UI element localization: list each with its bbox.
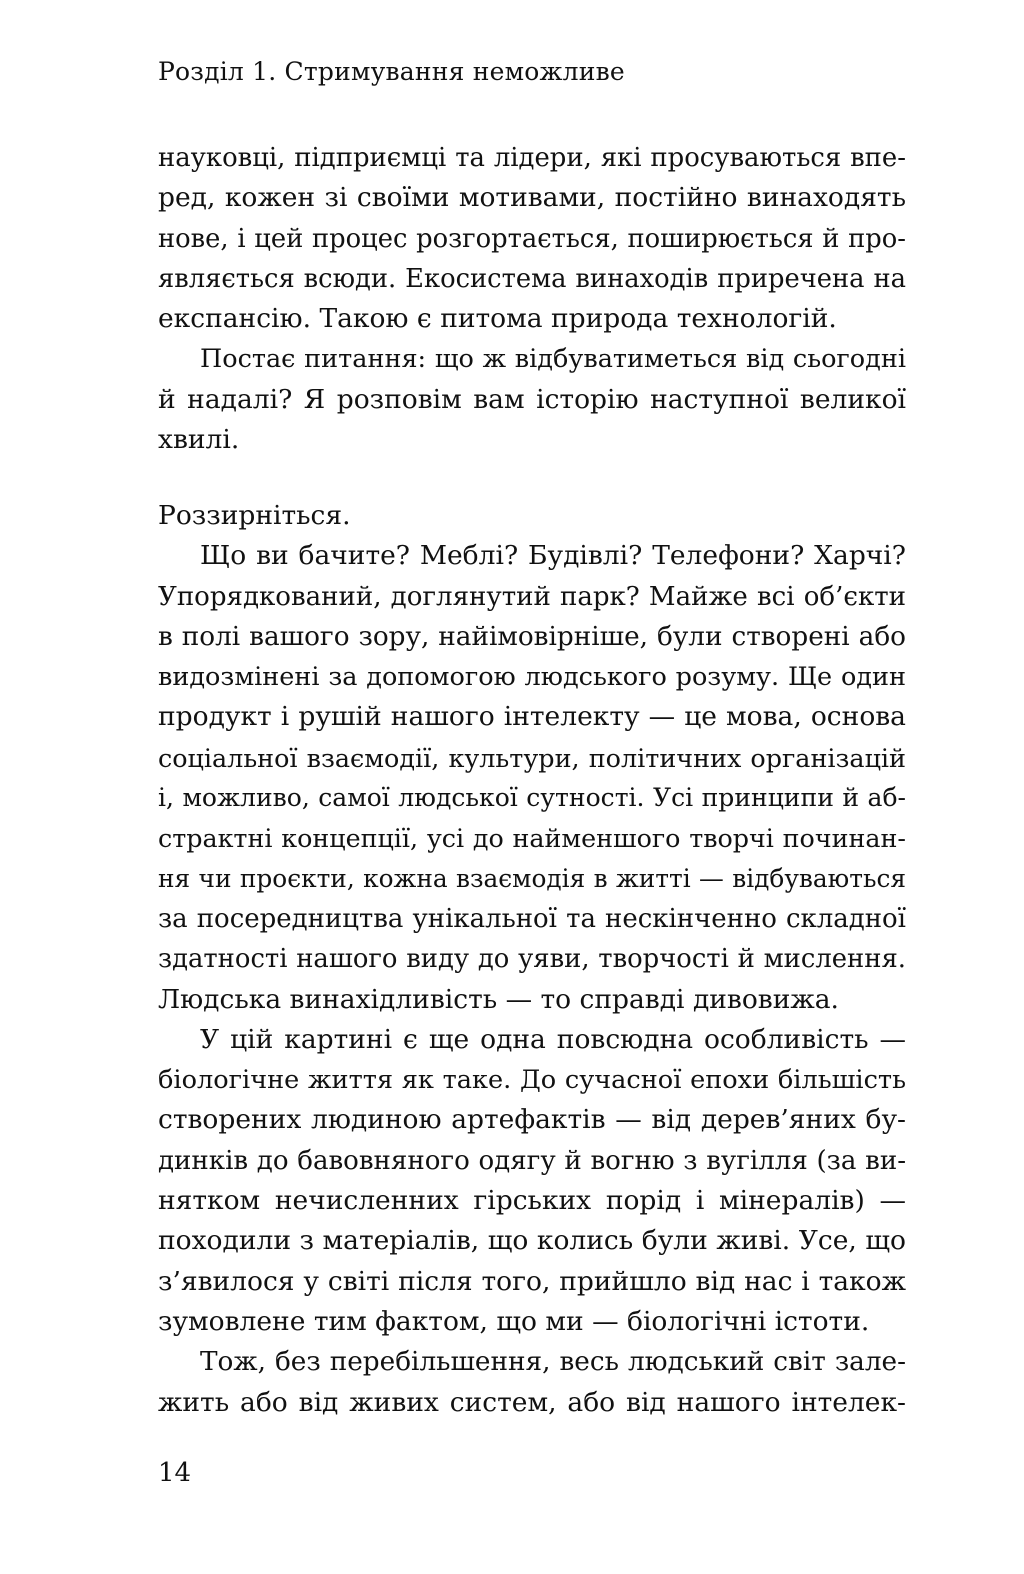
text-line: Тож, без перебільшення, весь людський світ зале- — [200, 1347, 906, 1378]
text-section-2 — [158, 496, 906, 1423]
text-line: У цій картині є ще одна повсюдна особливість — — [200, 1023, 906, 1055]
paragraph-continued — [158, 138, 906, 339]
text-line: експансію. Такою є питома природа технологій. — [158, 303, 837, 335]
text-line: Що ви бачите? Меблі? Будівлі? Телефони? Харчі? — [200, 540, 906, 572]
running-header: Розділ 1. Стримування неможливе — [158, 57, 625, 86]
text-line: являється всюди. Екосистема винаходів приречена на — [158, 263, 906, 294]
text-line: видозмінені за допомогою людського розуму. Ще один — [158, 662, 906, 693]
text-line: походили з матеріалів, що колись були живі. Усе, що — [158, 1225, 906, 1257]
page-number: 14 — [158, 1458, 192, 1488]
text-line: нове, і цей процес розгортається, поширюється й про- — [158, 223, 906, 254]
text-line: здатності нашого виду до уяви, творчості й мислення. — [158, 944, 906, 975]
text-line: соціальної взаємодії, культури, політичних організацій — [158, 742, 906, 773]
text-line: динків до бавовняного одягу й вогню з вугілля (за ви- — [158, 1145, 906, 1176]
text-section-1 — [158, 138, 906, 460]
text-line: страктні концепції, усі до найменшого творчі починан- — [158, 823, 906, 854]
text-line: з’явилося у світі після того, прийшло від нас і також — [158, 1265, 906, 1297]
paragraph — [158, 1020, 906, 1342]
text-line: продукт і рушій нашого інтелекту — це мова, основа — [158, 701, 906, 733]
text-line: і, можливо, самої людської сутності. Усі принципи й аб- — [158, 783, 906, 813]
text-line: Упорядкований, доглянутий парк? Майже всі об’єкти — [158, 581, 906, 612]
text-line: за посередництва унікальної та нескінченно складної — [158, 903, 906, 934]
paragraph — [158, 496, 906, 536]
text-line: Роззирніться. — [158, 500, 351, 531]
paragraph — [158, 1342, 906, 1423]
text-line: науковці, підприємці та лідери, які просуваються впе- — [158, 143, 906, 173]
paragraph — [158, 536, 906, 1020]
text-line: біологічне життя як таке. До сучасної епохи більшість — [158, 1065, 906, 1096]
text-line: Постає питання: що ж відбуватиметься від сьогодні — [200, 344, 906, 375]
text-line: зумовлене тим фактом, що ми — біологічні істоти. — [158, 1305, 870, 1337]
text-line: Людська винахідливість — то справді дивовижа. — [158, 983, 839, 1015]
text-line: нятком нечисленних гірських порід і мінералів) — — [158, 1185, 906, 1217]
text-line: жить або від живих систем, або від нашого інтелек- — [158, 1386, 906, 1418]
text-line: ред, кожен зі своїми мотивами, постійно винаходять — [158, 182, 906, 214]
text-line: в полі вашого зору, найімовірніше, були створені або — [158, 621, 906, 652]
text-line: ня чи проєкти, кожна взаємодія в житті — відбуваються — [158, 863, 906, 893]
text-line: хвилі. — [158, 424, 240, 456]
paragraph — [158, 339, 906, 460]
text-line: й надалі? Я розповім вам історію наступної великої — [158, 383, 906, 415]
text-line: створених людиною артефактів — від дерев’яних бу- — [158, 1104, 906, 1136]
